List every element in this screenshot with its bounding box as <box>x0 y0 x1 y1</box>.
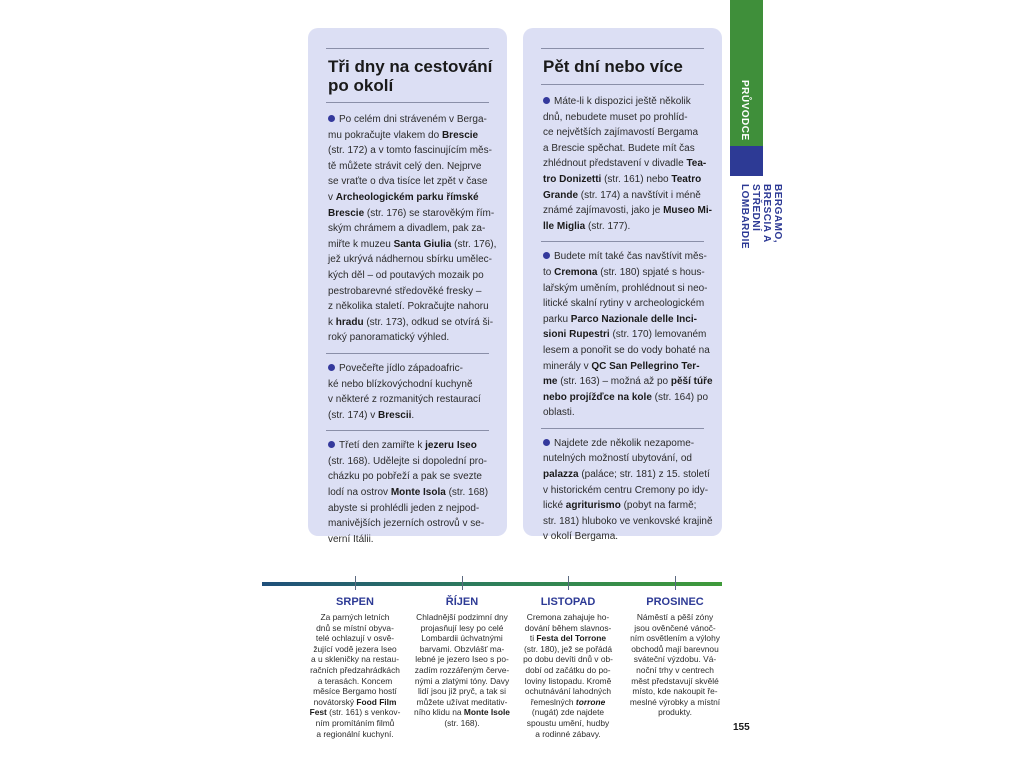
month-text-srpen <box>305 612 405 739</box>
paragraph-separator <box>541 428 704 429</box>
month-text-line: a u skleničky na restau- <box>311 654 399 665</box>
month-text-line: měsíce Bergamo hostí <box>313 686 397 697</box>
month-heading-rijen: ŘÍJEN <box>445 596 479 608</box>
bold-term: Museo Mi- <box>663 205 712 217</box>
month-text-listopad <box>518 612 618 739</box>
text-line: Třetí den zamiřte k jezeru Iseo <box>328 438 500 454</box>
text-line: nutelných možností ubytování, od <box>543 453 692 465</box>
month-text-line: lebné je jezero Iseo s po- <box>415 654 509 665</box>
text-line: zhlédnout představení v divadle Tea- <box>543 158 707 170</box>
text-line: lle Miglia (str. 177). <box>543 220 631 232</box>
calendar-timeline-bar <box>262 582 722 586</box>
text-line: lesem a ponořit se do vody bohaté na <box>543 344 710 356</box>
sidebar-chapter-label: BERGAMO, BRESCIA A STŘEDNÍ LOMBARDIE <box>739 184 783 250</box>
bold-term: palazza <box>543 469 579 481</box>
month-text-line: místo, kde nakoupit ře- <box>632 686 718 697</box>
bold-term: lle Miglia <box>543 220 586 232</box>
month-text-line: lidí jsou již pryč, a tak si <box>418 686 506 697</box>
text-line: parku Parco Nazionale delle Inci- <box>543 313 697 325</box>
paragraph-separator <box>326 353 489 354</box>
month-text-line: zadím rozzářeným červe- <box>414 664 510 675</box>
month-heading-listopad: LISTOPAD <box>540 596 596 608</box>
month-text-line: projasňují lesy po celé <box>420 622 504 633</box>
bullet-icon <box>543 439 550 446</box>
month-text-prosinec <box>625 612 725 718</box>
title-bottom-rule <box>541 84 704 85</box>
month-text-line: Náměstí a pěší zóny <box>636 612 714 622</box>
title-bottom-rule <box>326 102 489 103</box>
bold-term: Archeologickém parku římské <box>335 191 479 203</box>
itinerary-paragraph <box>543 94 715 234</box>
text-line: cházku po pobřeží a pak se svezte <box>328 471 482 483</box>
text-line: Po celém dni stráveném v Berga- <box>328 112 500 128</box>
text-line: mu pokračujte vlakem do Brescie <box>328 129 479 141</box>
bullet-icon <box>328 364 335 371</box>
text-line: z několika staletí. Pokračujte nahoru <box>328 301 489 313</box>
text-line: v historickém centru Cremony po idy- <box>543 484 709 496</box>
itinerary-paragraph <box>328 112 500 346</box>
month-text-line: jsou ověnčené vánoč- <box>634 622 716 633</box>
month-text-line: ním osvětlením a výlohy <box>630 633 720 644</box>
month-text-line: ti Festa del Torrone <box>529 633 607 644</box>
bold-term: tro Donizetti <box>543 173 602 185</box>
bold-term: Grande <box>543 189 579 201</box>
month-text-line: po dobu devíti dnů v ob- <box>523 654 613 665</box>
month-text-line: loviny listopadu. Kromě <box>524 675 612 686</box>
text-line: Grande (str. 174) a navštívit i méně <box>543 189 701 201</box>
text-line: k hradu (str. 173), odkud se otvírá ši- <box>328 316 494 328</box>
text-line: verní Itálii. <box>328 533 374 545</box>
itinerary-card-three-days <box>308 28 507 545</box>
month-text-line: nými a zlatými tóny. Davy <box>414 675 510 686</box>
month-text-line: a rodinné zábavy. <box>535 728 601 739</box>
text-line: Brescie (str. 176) se starověkým řím- <box>328 207 495 219</box>
month-text-line: (nugát) zde najdete <box>531 707 605 718</box>
bold-term: Brescie <box>441 129 479 141</box>
month-text-line: řemeslných torrone <box>530 696 606 707</box>
text-line: a Brescie spěchat. Budete mít čas <box>543 142 695 154</box>
text-line: nebo projížďce na kole (str. 164) po <box>543 391 709 403</box>
text-line: ským chrámem a divadlem, pak za- <box>328 223 486 235</box>
text-line: pestrobarevné středověké fresky – <box>328 285 482 297</box>
card-body <box>328 112 500 547</box>
bold-term: Cremona <box>554 266 598 278</box>
month-text-line: měst představují skvělé <box>631 675 719 686</box>
text-line: Najdete zde několik nezapome- <box>543 436 715 452</box>
paragraph-separator <box>541 241 704 242</box>
text-line: palazza (paláce; str. 181) z 15. století <box>543 469 710 481</box>
text-line: me (str. 163) – možná až po pěší túře <box>543 376 713 388</box>
bold-term: pěší túře <box>670 376 713 388</box>
text-line: Budete mít také čas navštívit měs- <box>543 249 715 265</box>
month-text-line: (str. 180), jež se pořádá <box>524 643 612 654</box>
text-line: minerály v QC San Pellegrino Ter- <box>543 360 700 372</box>
month-text-line: můžete užívat meditativ- <box>416 696 508 707</box>
month-heading-srpen: SRPEN <box>336 596 374 608</box>
text-line: roký panoramatický výhled. <box>328 332 450 344</box>
month-text-line: Za parných letních <box>320 612 390 622</box>
month-text-line: dnů se místní obyva- <box>316 622 394 633</box>
bold-term: Brescii <box>378 409 412 421</box>
text-line: v Archeologickém parku římské <box>328 191 479 203</box>
month-text-line: račních předzahrádkách <box>310 664 400 675</box>
timeline-tick <box>568 576 569 590</box>
month-text-line: a regionální kuchyní. <box>316 728 394 739</box>
itinerary-paragraph <box>328 438 500 547</box>
text-line: (str. 172) a v tomto fascinujícím měs- <box>328 145 492 157</box>
month-text-line: a terasách. Koncem <box>317 675 393 686</box>
sidebar-section-tab <box>730 0 763 146</box>
bold-term: hradu <box>335 316 364 328</box>
text-line: to Cremona (str. 180) spjaté s hous- <box>543 266 705 278</box>
month-text-line: ním promítáním filmů <box>315 717 395 728</box>
card-title <box>328 57 498 95</box>
bold-term: Tea- <box>686 158 707 170</box>
bold-term: Parco Nazionale delle Inci- <box>570 313 697 325</box>
month-text-line: Fest (str. 161) s venkov- <box>309 707 401 718</box>
month-text-line: novátorský Food Film <box>313 696 397 707</box>
text-line: tro Donizetti (str. 161) nebo Teatro <box>543 173 702 185</box>
text-line: ké nebo blízkovýchodní kuchyně <box>328 378 473 390</box>
month-text-line: Chladnější podzimní dny <box>416 612 508 622</box>
bold-term: QC San Pellegrino Ter- <box>591 360 700 372</box>
bold-term: sioni Rupestri <box>543 329 610 341</box>
text-line: str. 181) hluboko ve venkovské krajině <box>543 515 713 527</box>
text-line: lické agriturismo (pobyt na farmě; <box>543 500 697 512</box>
month-text-line: obchodů mají barevnou <box>631 643 719 654</box>
text-line: miřte k muzeu Santa Giulia (str. 176), <box>328 238 497 250</box>
itinerary-card-five-days <box>523 28 722 543</box>
month-text-line: ního klidu na Monte Isole <box>414 707 510 718</box>
month-text-line: ochutnávání lahodných <box>524 686 612 697</box>
text-line: dnů, nebudete muset po prohlíd- <box>543 111 688 123</box>
bold-term: jezeru Iseo <box>425 440 477 452</box>
text-line: lodí na ostrov Monte Isola (str. 168) <box>328 487 489 499</box>
timeline-tick <box>355 576 356 590</box>
page-number: 155 <box>733 722 750 733</box>
timeline-tick <box>675 576 676 590</box>
card-title: Pět dní nebo více <box>543 57 683 76</box>
card-body <box>543 94 715 545</box>
text-line: kých děl – od poutavých mozaik po <box>328 269 484 281</box>
bold-term: Monte Isola <box>390 487 446 499</box>
bold-term: nebo projížďce na kole <box>543 391 652 403</box>
month-text-line: meslné výrobky a místní <box>629 696 721 707</box>
bullet-icon <box>543 97 550 104</box>
text-line: Máte-li k dispozici ještě několik <box>543 94 715 110</box>
itinerary-paragraph <box>543 436 715 545</box>
text-line: oblasti. <box>543 407 575 419</box>
sidebar-marker <box>730 146 763 176</box>
bold-term: Fest <box>309 707 327 718</box>
text-line: Povečeřte jídlo západoafric- <box>328 361 500 377</box>
bold-term: Brescie <box>328 207 365 219</box>
card-title-line: Tři dny na cestování <box>328 57 493 76</box>
text-line: sioni Rupestri (str. 170) lemovaném <box>543 329 707 341</box>
sidebar-section-label: PRŮVODCE <box>739 80 750 141</box>
bold-term: Food Film <box>356 696 397 707</box>
bold-term: Monte Isole <box>463 707 510 718</box>
month-text-line: produkty. <box>658 707 692 718</box>
itinerary-paragraph <box>328 361 500 423</box>
text-line: lařským uměním, prohlédnout si neo- <box>543 282 708 294</box>
text-line: tě můžete strávit celý den. Nejprve <box>328 160 482 172</box>
text-line: v některé z rozmanitých restaurací <box>328 394 481 406</box>
text-line: známé zajímavosti, jako je Museo Mi- <box>543 205 712 217</box>
month-text-line: Cremona zahajuje ho- <box>526 612 610 622</box>
bold-term: Teatro <box>671 173 702 185</box>
text-line: (str. 174) v Brescii. <box>328 409 415 421</box>
paragraph-separator <box>326 430 489 431</box>
month-text-line: dování během slavnos- <box>524 622 612 633</box>
month-text-line: žující vodě jezera Iseo <box>313 643 397 654</box>
itinerary-paragraph <box>543 249 715 421</box>
bold-term: me <box>543 376 558 388</box>
month-text-line: spoustu umění, hudby <box>526 717 610 728</box>
text-line: se vraťte o dva tisíce let zpět v čase <box>328 176 488 188</box>
month-text-rijen <box>412 612 512 729</box>
title-top-rule <box>326 48 489 49</box>
text-line: litické skalní rytiny v archeologickém <box>543 298 705 310</box>
bullet-icon <box>328 115 335 122</box>
text-line: v okolí Bergama. <box>543 531 619 543</box>
title-top-rule <box>541 48 704 49</box>
month-text-line: noční trhy v centrech <box>636 664 714 675</box>
month-text-line: telé ochlazují v osvě- <box>315 633 395 644</box>
month-text-line: Lombardii úchvatnými <box>421 633 503 644</box>
text-line: manivějších jezerních ostrovů v se- <box>328 518 485 530</box>
bold-term: agriturismo <box>565 500 621 512</box>
bold-term: Festa del Torrone <box>536 633 607 644</box>
month-text-line: barvami. Obzvlášť ma- <box>419 643 505 654</box>
month-text-line: (str. 168). <box>444 717 480 728</box>
text-line: (str. 168). Udělejte si dopolední pro- <box>328 455 487 467</box>
bold-term: Santa Giulia <box>393 238 452 250</box>
bullet-icon <box>328 441 335 448</box>
timeline-tick <box>462 576 463 590</box>
text-line: ce největších zajímavostí Bergama <box>543 127 699 139</box>
text-line: jež ukrývá nádhernou sbírku umělec- <box>328 254 492 266</box>
month-heading-prosinec: PROSINEC <box>646 596 704 608</box>
card-title-line: po okolí <box>328 76 394 95</box>
bullet-icon <box>543 252 550 259</box>
italic-term: torrone <box>575 696 606 707</box>
text-line: abyste si prohlédli jeden z nejpod- <box>328 502 480 514</box>
month-text-line: dobí od začátku do po- <box>525 664 611 675</box>
month-text-line: sváteční výzdobu. Vá- <box>633 654 717 665</box>
